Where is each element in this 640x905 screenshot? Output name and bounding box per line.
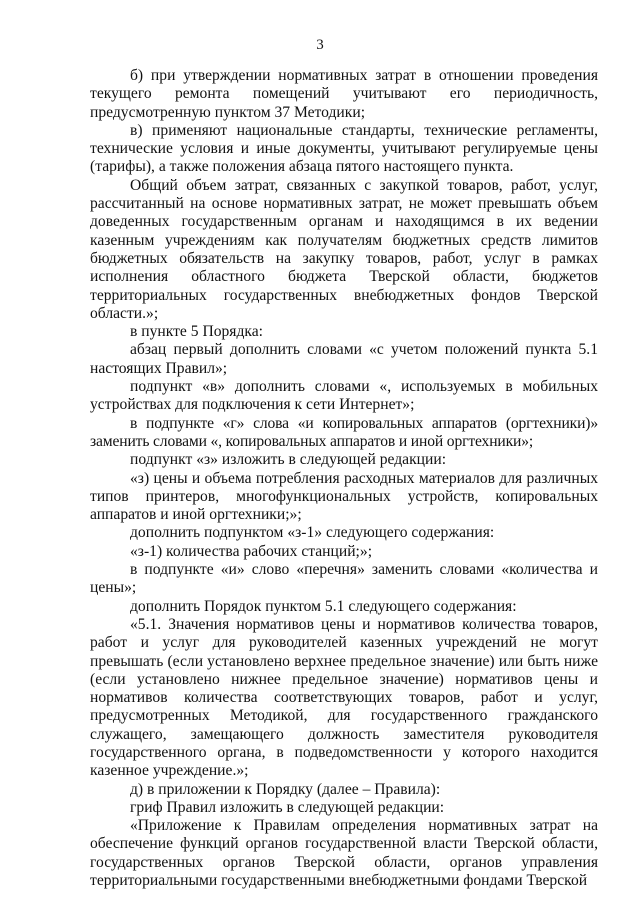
paragraph: в подпункте «и» слово «перечня» заменить словами «количества и цены»; <box>90 561 598 597</box>
paragraph: «з) цены и объема потребления расходных материалов для различных типов принтеров, многофункциональных устройств, копировальных аппаратов и иной оргтехники;»; <box>90 469 598 524</box>
paragraph: дополнить подпунктом «з-1» следующего содержания: <box>130 524 495 542</box>
document-body <box>90 67 598 890</box>
paragraph: «5.1. Значения нормативов цены и нормативов количества товаров, работ и услуг для руководителей казенных учреждений не могут превышать (если установлено верхнее предельное значение) или быть ниже (если установлено нижнее предельное значение) нормативов цены и нормативов количества соответствующих товаров, работ и услуг, предусмотренных Методикой, для государственного гражданского служащего, замещающего должность заместителя руководителя государственного органа, в подведомственности у которого находится казенное учреждение.»; <box>90 615 598 780</box>
paragraph: в подпункте «г» слова «и копировальных аппаратов (оргтехники)» заменить словами «, копировальных аппаратов и иной оргтехники»; <box>90 414 598 450</box>
paragraph: подпункт «в» дополнить словами «, используемых в мобильных устройствах для подключения к сети Интернет»; <box>90 378 598 414</box>
paragraph: подпункт «з» изложить в следующей редакции: <box>130 451 447 469</box>
page-number: 3 <box>316 37 324 53</box>
paragraph: абзац первый дополнить словами «с учетом положений пункта 5.1 настоящих Правил»; <box>90 341 598 377</box>
paragraph: гриф Правил изложить в следующей редакции: <box>130 798 445 816</box>
paragraph: «з-1) количества рабочих станций;»; <box>130 542 373 560</box>
paragraph: в) применяют национальные стандарты, технические регламенты, технические условия и иные документы, учитывают регулируемые цены (тарифы), а также положения абзаца пятого настоящего пункта. <box>90 121 598 176</box>
paragraph: д) в приложении к Порядку (далее – Правила): <box>130 780 441 798</box>
paragraph: Общий объем затрат, связанных с закупкой товаров, работ, услуг, рассчитанный на основе нормативных затрат, не может превышать объем доведенных государственным органам и находящимся в их ведении казенным учреждениям как получателям бюджетных средств лимитов бюджетных обязательств на закупку товаров, работ, услуг в рамках исполнения областного бюджета Тверской области, бюджетов территориальных государственных внебюджетных фондов Тверской области.»; <box>90 176 598 322</box>
paragraph: в пункте 5 Порядка: <box>130 323 264 341</box>
paragraph: б) при утверждении нормативных затрат в отношении проведения текущего ремонта помещений учитывают его периодичность, предусмотренную пунктом 37 Методики; <box>90 67 598 121</box>
paragraph: «Приложение к Правилам определения нормативных затрат на обеспечение функций органов государственной власти Тверской области, государственных органов Тверской области, органов управления территориальными государственными внебюджетными фондами Тверской <box>90 817 598 890</box>
paragraph: дополнить Порядок пунктом 5.1 следующего содержания: <box>130 597 517 615</box>
